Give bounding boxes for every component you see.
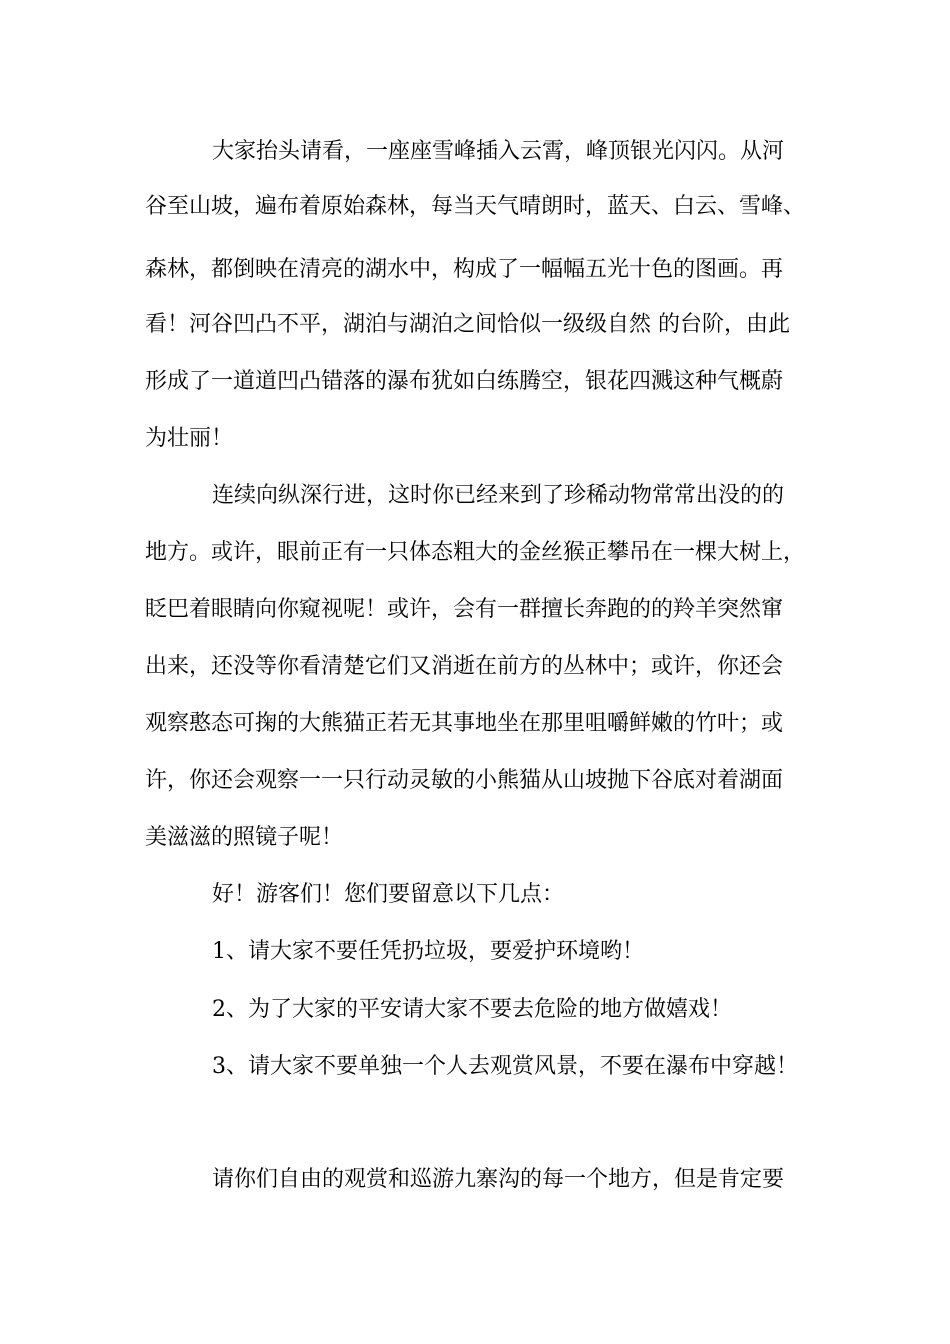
paragraph-2-line: 美滋滋的照镜子呢！: [145, 825, 344, 850]
notice-item: 3、请大家不要单独一个人去观赏风景，不要在瀑布中穿越！: [212, 1054, 798, 1079]
paragraph-2-line: 眨巴着眼睛向你窥视呢！或许，会有一群擅长奔跑的的羚羊突然窜: [145, 597, 784, 622]
paragraph-1-line: 谷至山坡，遍布着原始森林，每当天气晴朗时，蓝天、白云、雪峰、: [145, 194, 806, 219]
paragraph-2-line: 地方。或许，眼前正有一只体态粗大的金丝猴正攀吊在一棵大树上，: [145, 540, 806, 565]
paragraph-1-line: 森林，都倒映在清亮的湖水中，构成了一幅幅五光十色的图画。再: [145, 257, 784, 282]
paragraph-1-line: 形成了一道道凹凸错落的瀑布犹如白练腾空，银花四溅这种气概蔚: [145, 369, 784, 394]
paragraph-1-line: 大家抬头请看，一座座雪峰插入云霄，峰顶银光闪闪。从河: [212, 139, 785, 164]
notice-intro: 好！游客们！您们要留意以下几点：: [212, 882, 565, 907]
notice-item: 2、为了大家的平安请大家不要去危险的地方做嬉戏！: [212, 997, 732, 1022]
paragraph-1-line: 为壮丽！: [145, 426, 234, 451]
paragraph-3-line: 请你们自由的观赏和巡游九寨沟的每一个地方，但是肯定要: [212, 1167, 785, 1192]
paragraph-2-line: 出来，还没等你看清楚它们又消逝在前方的丛林中；或许，你还会: [145, 654, 784, 679]
paragraph-2-line: 连续向纵深行进，这时你已经来到了珍稀动物常常出没的的: [212, 483, 785, 508]
notice-item: 1、请大家不要任凭扔垃圾，要爱护环境哟！: [212, 939, 644, 964]
paragraph-2-line: 许，你还会观察一一只行动灵敏的小熊猫从山坡抛下谷底对着湖面: [145, 768, 784, 793]
paragraph-1-line: 看！河谷凹凸不平，湖泊与湖泊之间恰似一级级自然 的台阶，由此: [145, 312, 790, 337]
paragraph-2-line: 观察憨态可掬的大熊猫正若无其事地坐在那里咀嚼鲜嫩的竹叶；或: [145, 711, 784, 736]
